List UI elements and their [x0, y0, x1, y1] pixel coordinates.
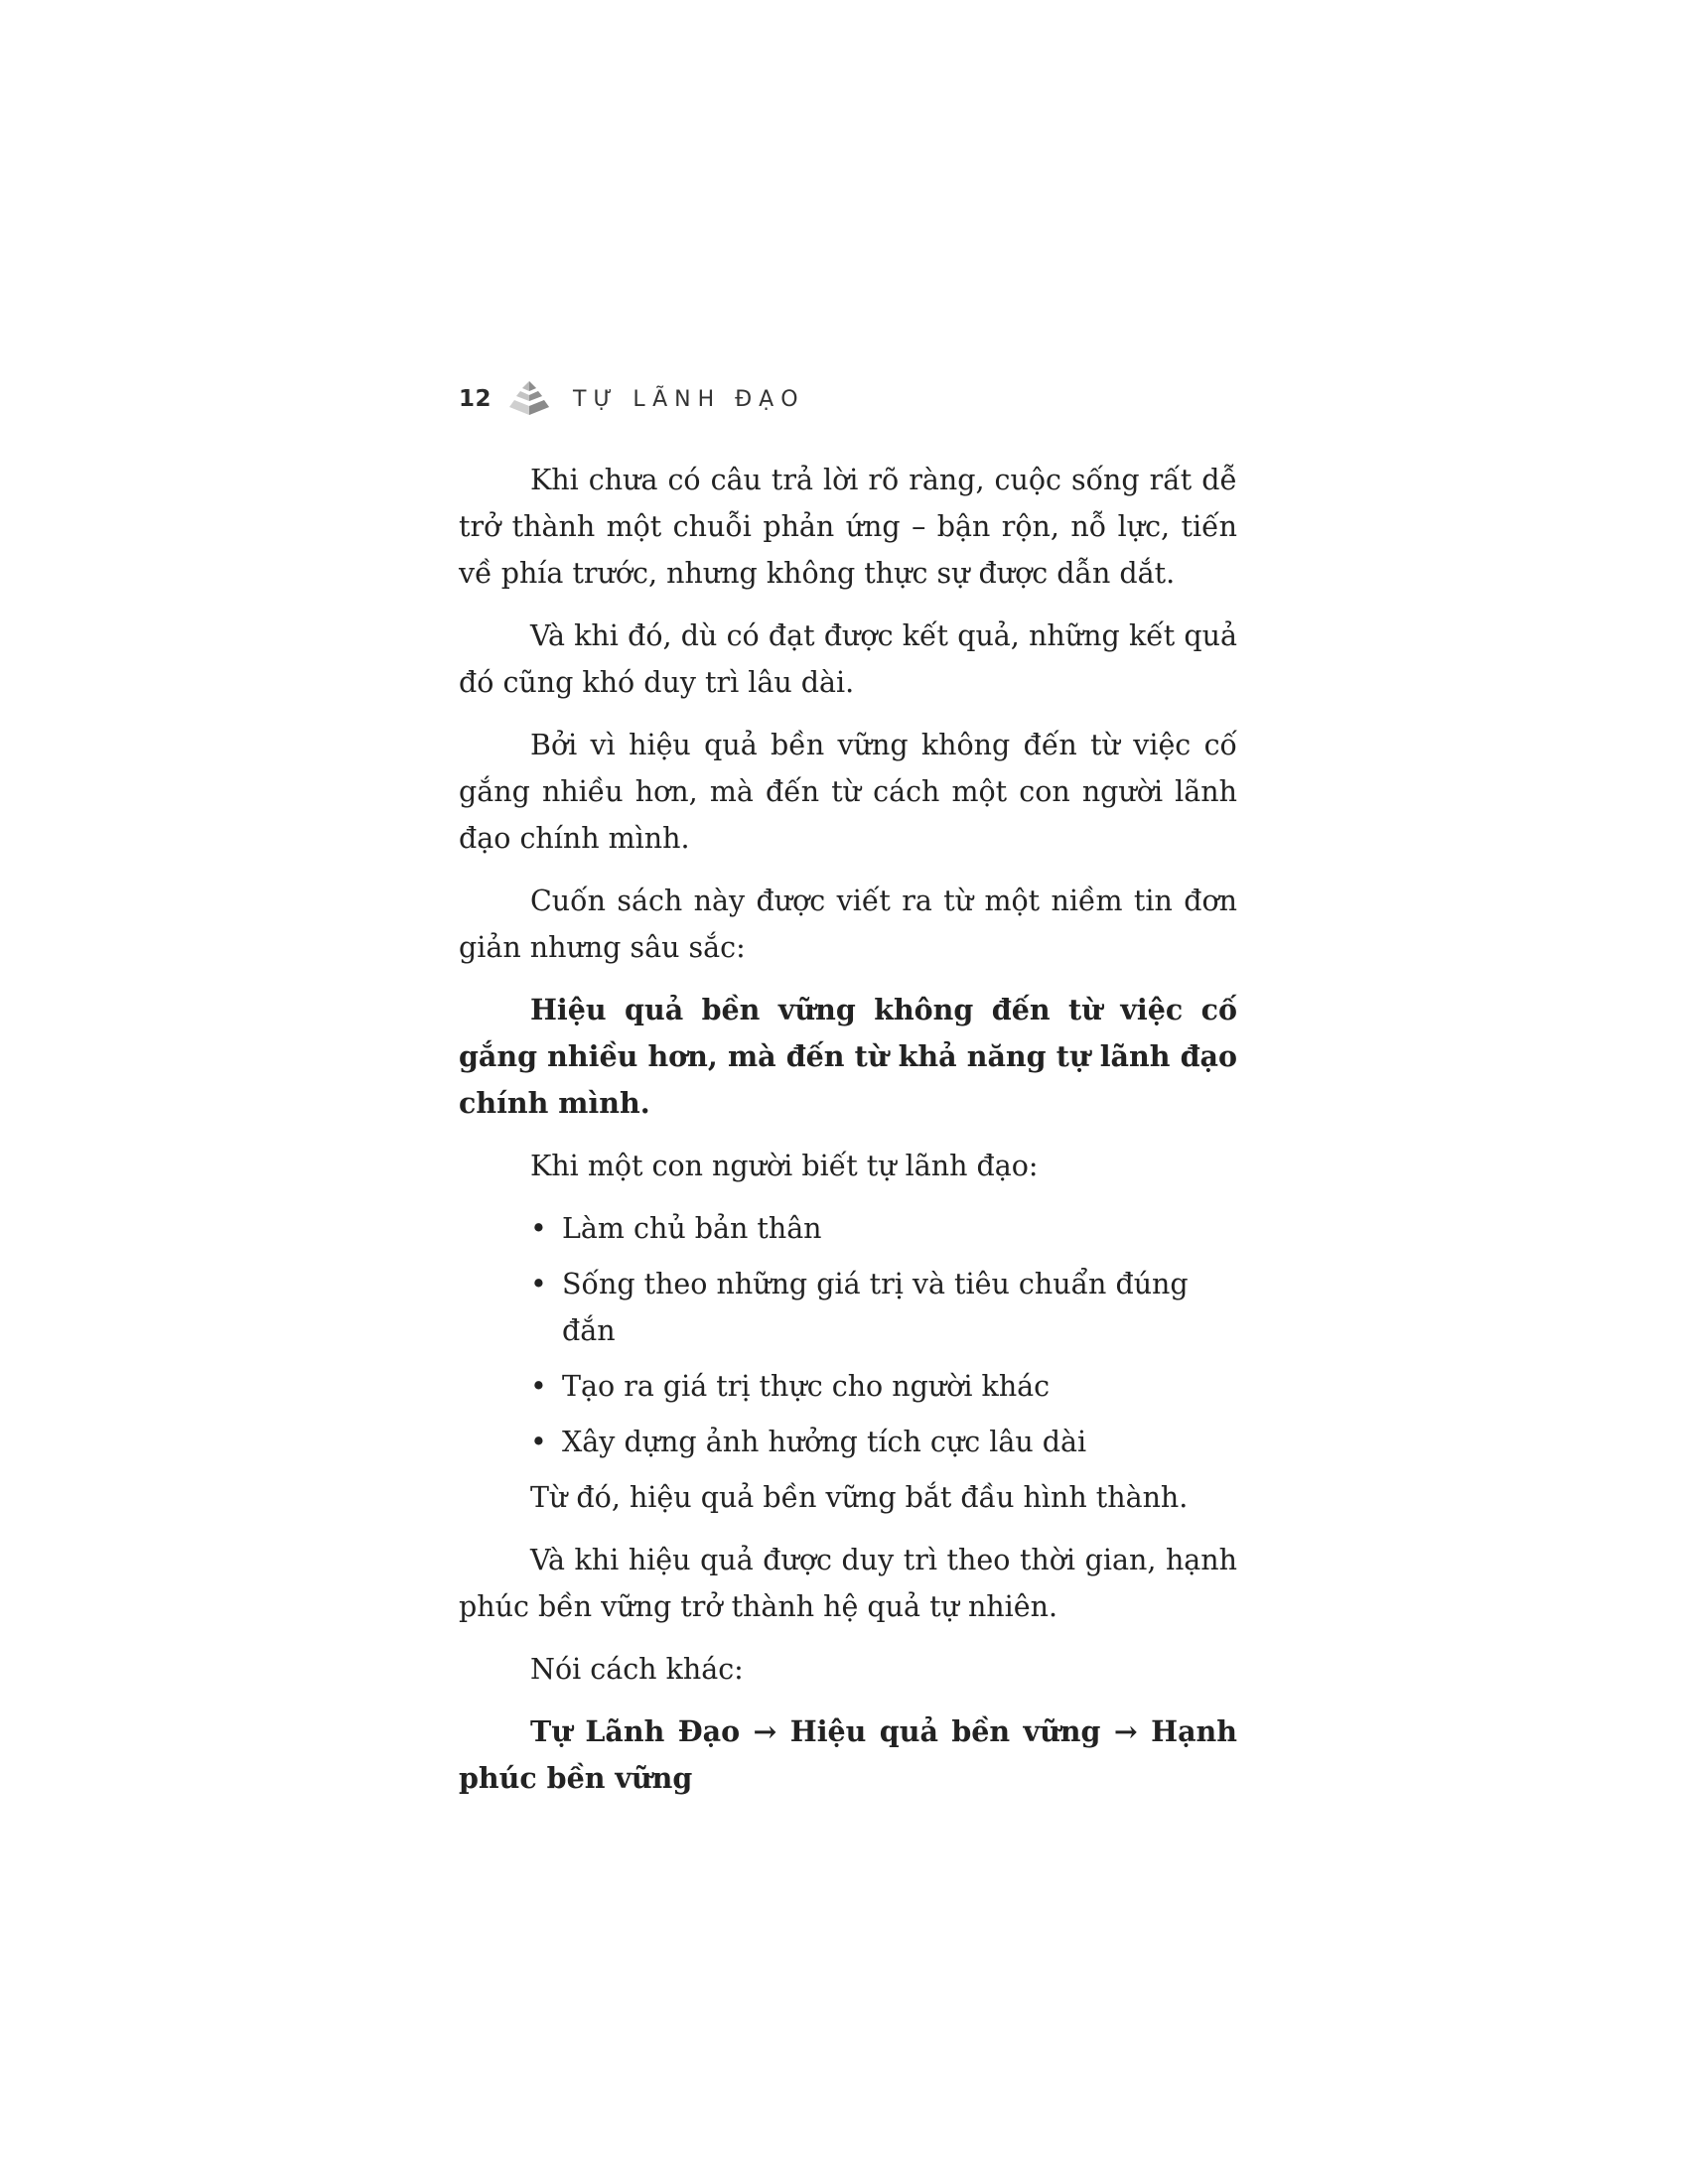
summary-formula: Tự Lãnh Đạo → Hiệu quả bền vững → Hạnh phúc bền vững	[459, 1714, 1237, 1795]
paragraph-9: Nói cách khác:	[530, 1653, 744, 1686]
emphasis-statement: Hiệu quả bền vững không đến từ việc cố gắng nhiều hơn, mà đến từ khả năng tự lãnh đạo chính mình.	[459, 993, 1237, 1120]
bullet-list	[459, 1205, 1237, 1465]
page-header	[459, 379, 805, 419]
paragraph-2: Và khi đó, dù có đạt được kết quả, những kết quả đó cũng khó duy trì lâu dài.	[459, 619, 1237, 699]
list-item: • Làm chủ bản thân	[459, 1205, 1237, 1252]
body-text	[459, 457, 1237, 1818]
paragraph-3: Bởi vì hiệu quả bền vững không đến từ việc cố gắng nhiều hơn, mà đến từ cách một con người lãnh đạo chính mình.	[459, 729, 1237, 855]
paragraph-8: Và khi hiệu quả được duy trì theo thời gian, hạnh phúc bền vững trở thành hệ quả tự nhiên.	[459, 1544, 1237, 1623]
list-item: • Tạo ra giá trị thực cho người khác	[459, 1363, 1237, 1410]
pyramid-stack-icon	[507, 379, 551, 419]
list-item: • Xây dựng ảnh hưởng tích cực lâu dài	[459, 1419, 1237, 1465]
paragraph-7: Từ đó, hiệu quả bền vững bắt đầu hình thành.	[530, 1481, 1189, 1514]
paragraph-4: Cuốn sách này được viết ra từ một niềm tin đơn giản nhưng sâu sắc:	[459, 885, 1237, 964]
running-title: TỰ LÃNH ĐẠO	[573, 386, 805, 412]
page-number: 12	[459, 386, 492, 412]
paragraph-1: Khi chưa có câu trả lời rõ ràng, cuộc sống rất dễ trở thành một chuỗi phản ứng – bận rộn, nỗ lực, tiến về phía trước, nhưng không thực sự được dẫn dắt.	[459, 464, 1237, 590]
paragraph-list-intro: Khi một con người biết tự lãnh đạo:	[530, 1150, 1039, 1182]
list-item: • Sống theo những giá trị và tiêu chuẩn đúng đắn	[459, 1261, 1237, 1354]
